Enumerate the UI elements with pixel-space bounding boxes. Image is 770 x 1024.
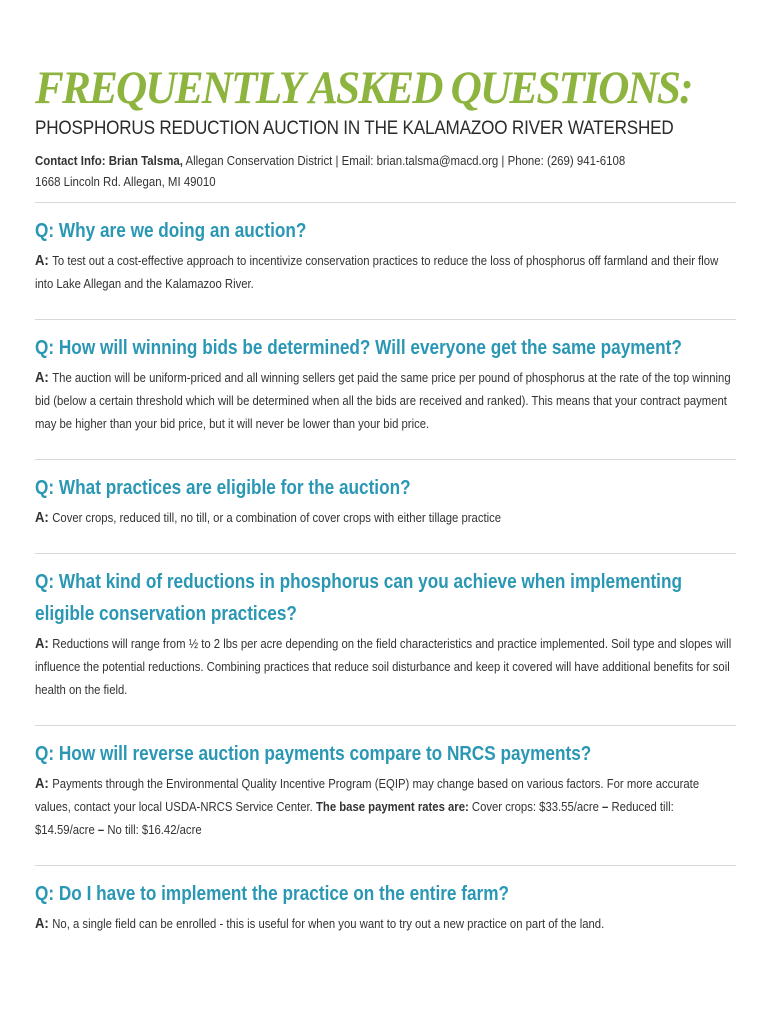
faq-question: Q: How will winning bids be determined? Will everyone get the same payment?: [35, 337, 682, 359]
answer-text: Cover crops, reduced till, no till, or a combination of cover crops with either tillage practice: [52, 510, 502, 525]
faq-answer: [35, 366, 736, 435]
faq-item: [35, 320, 736, 449]
page-title: FREQUENTLY ASKED QUESTIONS:: [35, 62, 692, 114]
faq-answer: [35, 506, 736, 529]
contact-name: Brian Talsma,: [108, 153, 183, 168]
reduced-till-rate: Reduced till: $14.59/acre: [35, 799, 674, 837]
answer-text: The auction will be uniform-priced and all winning sellers get paid the same price per pound of phosphorus at the rate of the top winning bid (below a certain threshold which will be determined when all the bids are received and ranked). This means that your contract payment may be higher than your bid price, but it will never be lower than your bid price.: [35, 370, 731, 431]
contact-details: Allegan Conservation District | Email: brian.talsma@macd.org | Phone: (269) 941-6108: [185, 153, 626, 168]
faq-question: Q: Do I have to implement the practice on the entire farm?: [35, 883, 510, 905]
answer-text: Payments through the Environmental Quality Incentive Program (EQIP) may change based on various factors. For more accurate values, contact your local USDA-NRCS Service Center.: [35, 776, 700, 814]
faq-answer: [35, 632, 736, 701]
answer-label: A:: [35, 252, 49, 269]
faq-item: [35, 460, 736, 543]
answer-label: A:: [35, 509, 49, 526]
faq-question: Q: Why are we doing an auction?: [35, 220, 307, 242]
faq-answer: [35, 912, 736, 935]
answer-label: A:: [35, 369, 49, 386]
answer-text: No, a single field can be enrolled - this is useful for when you want to try out a new practice on part of the land.: [52, 916, 605, 931]
no-till-rate: No till: $16.42/acre: [107, 822, 202, 837]
cover-crops-rate: Cover crops: $33.55/acre: [471, 799, 599, 814]
payment-rates-label: The base payment rates are:: [315, 799, 469, 814]
rate-separator: –: [97, 822, 105, 837]
rate-separator: –: [602, 799, 609, 814]
faq-question: Q: What kind of reductions in phosphorus can you achieve when implementing eligible conservation practices?: [35, 571, 682, 625]
answer-label: A:: [35, 635, 49, 652]
faq-answer: [35, 772, 736, 841]
faq-item: [35, 554, 736, 715]
contact-info: [35, 150, 652, 171]
answer-label: A:: [35, 775, 49, 792]
answer-text: Reductions will range from ½ to 2 lbs per acre depending on the field characteristics and practice implemented. Soil type and slopes will influence the potential reductions. Combining practices that reduce soil disturbance and keep it covered will have additional benefits for soil health on the field.: [35, 636, 732, 697]
faq-item: [35, 203, 736, 309]
contact-label: Contact Info:: [35, 153, 106, 168]
answer-text: To test out a cost-effective approach to incentivize conservation practices to reduce the loss of phosphorus off farmland and their flow into Lake Allegan and the Kalamazoo River.: [35, 253, 719, 291]
contact-address: 1668 Lincoln Rd. Allegan, MI 49010: [35, 174, 216, 189]
answer-label: A:: [35, 915, 49, 932]
faq-question: Q: What practices are eligible for the auction?: [35, 477, 411, 499]
page-subtitle: PHOSPHORUS REDUCTION AUCTION IN THE KALAMAZOO RIVER WATERSHED: [35, 118, 674, 139]
faq-answer: [35, 249, 736, 295]
faq-item: [35, 726, 736, 855]
faq-item: [35, 866, 736, 949]
faq-question: Q: How will reverse auction payments compare to NRCS payments?: [35, 743, 592, 765]
